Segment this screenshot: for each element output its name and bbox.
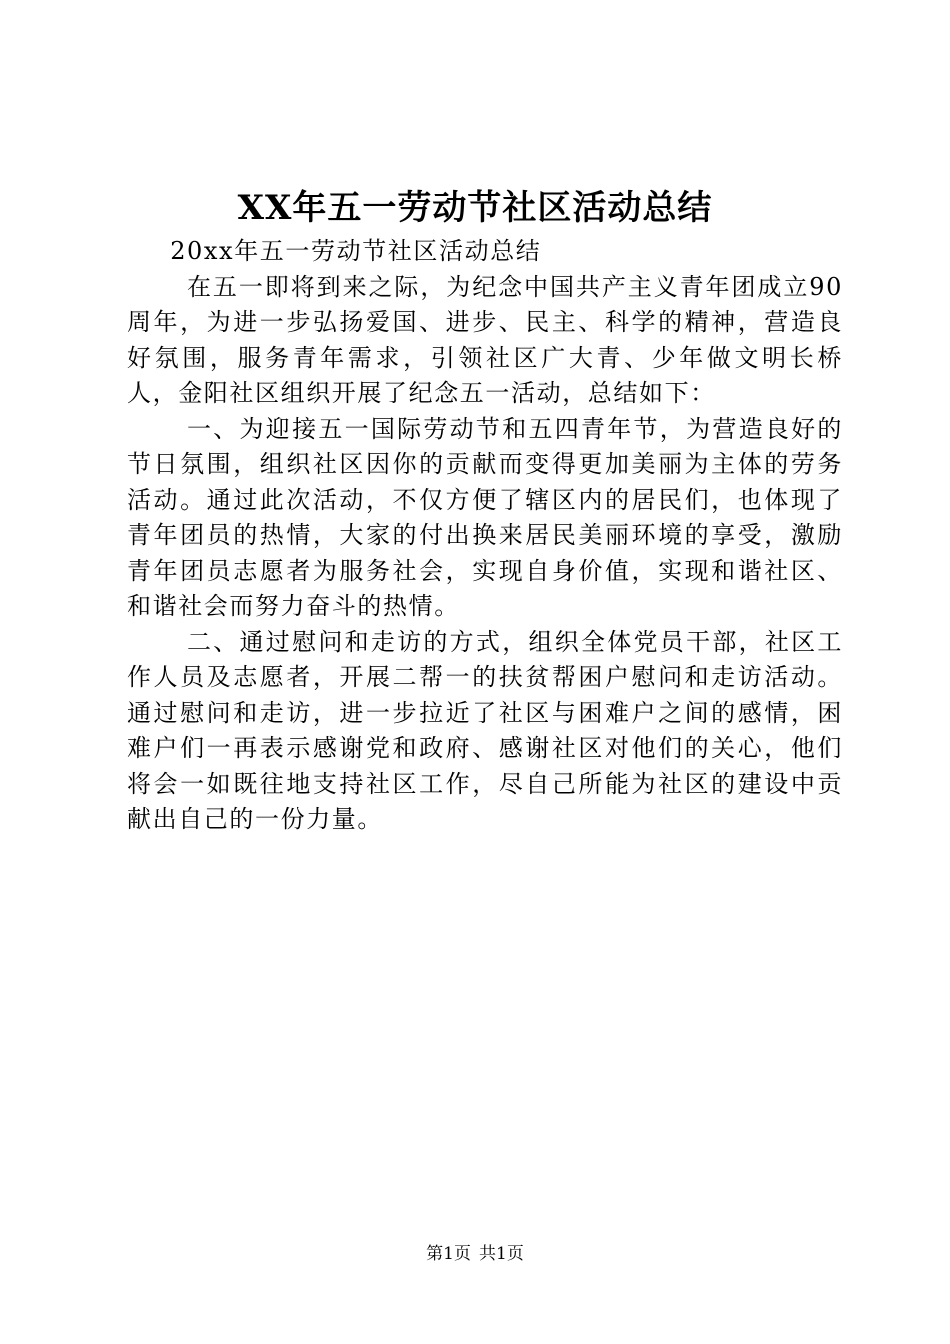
page-number: 第1页 [426, 1244, 471, 1264]
document-subtitle: 20xx年五一劳动节社区活动总结 [170, 237, 542, 265]
page-footer [0, 1242, 950, 1266]
page-total: 共1页 [479, 1244, 524, 1264]
paragraph-section-one: 一、为迎接五一国际劳动节和五四青年节，为营造良好的节日氛围，组织社区因你的贡献而变得更加美丽为主体的劳务活动。通过此次活动，不仅方便了辖区内的居民们，也体现了青年团员的热情，大家的付出换来居民美丽环境的享受，激励青年团员志愿者为服务社会，实现自身价值，实现和谐社区、和谐社会而努力奋斗的热情。 [127, 414, 843, 620]
document-title: XX年五一劳动节社区活动总结 [237, 188, 713, 228]
paragraph-intro: 在五一即将到来之际，为纪念中国共产主义青年团成立90周年，为进一步弘扬爱国、进步、民主、科学的精神，营造良好氛围，服务青年需求，引领社区广大青、少年做文明长桥人，金阳社区组织开展了纪念五一活动，总结如下： [127, 272, 843, 407]
paragraph-section-two: 二、通过慰问和走访的方式，组织全体党员干部，社区工作人员及志愿者，开展二帮一的扶贫帮困户慰问和走访活动。通过慰问和走访，进一步拉近了社区与困难户之间的感情，困难户们一再表示感谢党和政府、感谢社区对他们的关心，他们将会一如既往地支持社区工作，尽自己所能为社区的建设中贡献出自己的一份力量。 [127, 627, 843, 833]
document-body [127, 234, 843, 838]
